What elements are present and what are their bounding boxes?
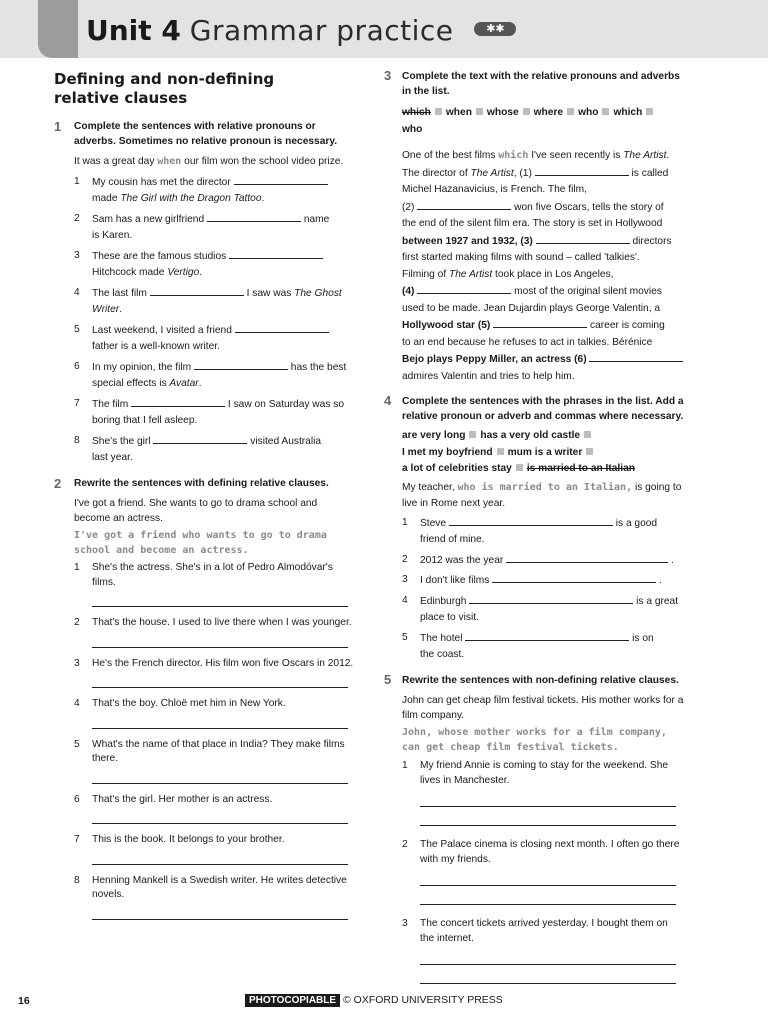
answer-line[interactable] [92,606,348,607]
word-item: which [613,107,643,118]
answer-blank[interactable] [235,322,329,333]
item-number: 3 [74,249,80,261]
answer-line[interactable] [420,964,676,965]
list-item [74,174,354,208]
list-item [74,248,354,282]
section-title-line2: relative clauses [54,89,188,107]
phrase-list [384,428,684,478]
reading-text [384,148,684,385]
list-item [402,552,684,570]
list-item [402,630,684,664]
list-item [74,697,354,712]
exercise-5 [384,671,684,985]
word-item: who [578,107,599,118]
exercise-instruction: Rewrite the sentences with non-defining relative clauses. [402,674,679,686]
item-number: 4 [74,286,80,298]
list-item [74,793,354,808]
item-text: has the best [290,361,347,373]
item-text: . [198,378,202,389]
answer-blank[interactable] [131,396,225,407]
item-text: These are the famous studios [92,250,227,262]
exercise-2 [54,477,354,920]
word-separator [497,448,504,455]
item-number: 2 [74,617,80,628]
exercise-number: 3 [384,68,392,83]
answer-blank[interactable] [194,359,288,370]
text-span: between 1927 and 1932, (3) [402,235,533,247]
item-text: friend of mine. [420,534,485,545]
text-span: I've seen recently is [528,150,624,161]
exercise-3 [384,70,684,385]
item-text: I don't like films [420,575,490,586]
item-number: 5 [74,738,80,750]
item-text: The film [92,398,129,410]
text-span: Bejo plays Peppy Miller, an actress (6) [402,354,587,365]
text-span: (2) [402,201,415,213]
item-text: the coast. [420,649,465,660]
item-text: . [119,304,123,315]
example-text: It was a great day [74,156,158,167]
item-text: The last film [92,287,147,299]
answer-line[interactable] [420,983,676,984]
text-span: (4) [402,286,415,297]
example-text: is going to live in Rome next year. [402,481,682,509]
answer-blank[interactable] [229,248,323,259]
answer-blank[interactable] [449,515,613,526]
example-sentence [54,154,354,171]
list-item [74,657,354,672]
item-title: Vertigo [167,267,200,278]
text-line: used to be made. Jean Dujardin plays George Valentin, a [402,302,661,314]
text-span: most of the original silent movies [514,286,662,297]
item-text: is a great [636,595,679,607]
word-item: which [402,107,431,118]
answer-blank[interactable] [493,317,587,328]
item-number: 8 [74,434,80,446]
word-item: whose [486,107,519,118]
text-span: is called [631,167,669,179]
word-separator [523,108,530,115]
word-separator [469,431,476,438]
item-text: is on [632,632,654,644]
text-span: took place in Los Angeles, [492,268,614,280]
list-item [74,874,354,903]
list-item [74,433,354,467]
item-text: The Palace cinema is closing next month. I often go there with my friends. [420,839,680,865]
item-number: 8 [74,874,80,886]
answer-blank[interactable] [150,285,244,296]
item-text: What's the name of that place in India? They make films there. [92,738,345,764]
item-text: Sam has a new girlfriend [92,213,205,225]
word-separator [476,108,483,115]
text-span: Filming of [402,268,449,280]
item-number: 2 [74,212,80,224]
item-number: 1 [74,562,80,573]
publisher-text: © OXFORD UNIVERSITY PRESS [342,994,503,1006]
list-item [74,285,354,319]
item-text: My friend Annie is coming to stay for the weekend. She lives in Manchester. [420,760,669,786]
item-text: Steve [420,517,447,529]
example-sentence [384,480,684,512]
item-text: Last weekend, I visited a friend [92,324,232,336]
item-text: In my opinion, the film [92,361,192,373]
exercise-instruction: Complete the sentences with the phrases in the list. Add a relative pronoun or adverb and commas where necessary. [402,396,684,422]
section-title [54,70,354,108]
item-text: 2012 was the year [420,554,504,566]
answer-line[interactable] [92,728,348,729]
item-title: Avatar [169,378,199,389]
item-text: . [261,193,265,204]
item-text: . [659,575,662,586]
answer-line[interactable] [92,823,348,824]
item-title: The Ghost [294,287,342,299]
list-item [74,561,354,590]
text-span: Hollywood star (5) [402,320,491,331]
exercise-instruction: Rewrite the sentences with defining relative clauses. [74,477,329,489]
item-text: That's the house. I used to live there when I was younger. [92,617,352,628]
text-span: won five Oscars, tells the story of [514,201,664,213]
item-number: 7 [74,397,80,409]
text-line: the end of the silent film era. The story is set in Hollywood [402,218,663,229]
text-line: to an end because he refuses to act in talkies. Bérénice [402,336,653,348]
item-text: This is the book. It belongs to your brother. [92,834,285,845]
item-text: That's the boy. Chloë met him in New York. [92,698,286,709]
answer-blank[interactable] [417,199,511,210]
item-text: Hitchcock made [92,267,168,278]
example-answer: I've got a friend who wants to go to drama school and become an actress. [74,530,327,556]
example-answer: John, whose mother works for a film company, can get cheap film festival tickets. [402,727,667,753]
item-number: 1 [74,175,80,187]
exercise-number: 4 [384,393,392,408]
item-text: He's the French director. His film won five Oscars in 2012. [92,657,354,669]
answer-line[interactable] [420,825,676,826]
answer-blank[interactable] [417,283,511,294]
text-line: first started making films with sound – called 'talkies'. [402,252,640,263]
phrase-item: mum is a writer [507,446,583,458]
answer-line[interactable] [92,919,348,920]
item-text: Edinburgh [420,595,467,607]
right-column [384,70,684,984]
answer-blank[interactable] [589,351,683,362]
phrase-item: are very long [402,430,466,441]
item-text: father is a well-known writer. [92,341,220,352]
text-line: Michel Hazanavicius, is French. The film, [402,184,587,195]
example-text: our film won the school video prize. [181,156,344,167]
item-text: place to visit. [420,612,479,623]
word-separator [646,108,653,115]
title-text: Grammar practice [189,14,454,47]
list-item [74,211,354,245]
copyright-notice [245,994,503,1006]
text-span: directors [632,235,672,247]
phrase-item: has a very old castle [480,430,581,441]
word-separator [584,431,591,438]
exercise-number: 2 [54,475,62,491]
item-text: I saw on Saturday was so [227,398,345,410]
list-item [402,838,684,867]
item-text: visited Australia [250,435,322,447]
film-title: The Artist [623,150,667,161]
list-item [74,359,354,393]
example-sentence: John can get cheap film festival tickets. His mother works for a film company. [402,695,684,721]
answer-blank[interactable] [153,433,247,444]
answer-blank[interactable] [465,630,629,641]
item-title: The Girl with the Dragon Tattoo [120,193,262,204]
item-text: Henning Mankell is a Swedish writer. He writes detective novels. [92,874,347,900]
level-badge: ✱✱ [474,22,516,36]
item-number: 4 [402,594,408,606]
example-answer: when [157,156,182,167]
list-item [74,833,354,848]
unit-label: Unit 4 [86,14,181,47]
item-text: I saw was [246,287,295,299]
item-number: 3 [74,657,80,669]
text-span: . [666,150,670,161]
film-title: The Artist [470,167,514,179]
list-item [402,593,684,627]
item-text: last year. [92,452,133,463]
item-text: The concert tickets arrived yesterday. I bought them on the internet. [420,918,668,944]
item-number: 7 [74,834,80,845]
item-text: She's the actress. She's in a lot of Pedro Almodóvar's films. [92,562,333,588]
text-span: The director of [402,167,471,179]
word-item: who [402,123,423,135]
word-item: where [533,107,564,118]
answer-blank[interactable] [535,165,629,176]
answer-line[interactable] [92,864,348,865]
item-number: 4 [74,698,80,709]
list-item [74,396,354,430]
item-number: 6 [74,793,80,805]
item-number: 5 [74,323,80,335]
item-text: That's the girl. Her mother is an actress. [92,793,273,805]
item-text: is Karen. [92,230,133,241]
item-number: 2 [402,839,408,850]
item-text: boring that I fell asleep. [92,415,198,426]
list-item [402,572,684,590]
item-number: 3 [402,574,408,585]
item-text: name [303,213,330,225]
answer-line[interactable] [420,885,676,886]
answer-blank[interactable] [234,174,328,185]
answer-blank[interactable] [469,593,633,604]
page-number: 16 [18,995,30,1007]
example-sentence: I've got a friend. She wants to go to drama school and become an actress. [74,498,318,524]
item-text: My cousin has met the director [92,176,231,188]
item-text: The hotel [420,632,463,644]
answer-blank[interactable] [492,572,656,583]
word-separator [602,108,609,115]
phrase-item: I met my boyfriend [402,446,493,458]
item-text: She's the girl [92,435,151,447]
item-number: 1 [402,760,408,771]
page-footer [0,994,768,1010]
example-answer: which [498,150,529,161]
word-separator [586,448,593,455]
item-number: 3 [402,918,408,929]
photocopiable-label: PHOTOCOPIABLE [245,994,340,1007]
answer-line[interactable] [420,904,676,905]
item-number: 2 [402,553,408,565]
text-span: One of the best films [402,150,499,161]
list-item [74,322,354,356]
example-text: My teacher, [402,481,458,493]
answer-line[interactable] [92,687,348,688]
item-text: made [92,193,121,204]
text-line: admires Valentin and tries to help him. [402,370,575,382]
item-number: 6 [74,360,80,372]
list-item [402,515,684,549]
word-item: when [445,107,472,118]
answer-blank[interactable] [207,211,301,222]
header-tab-decoration [38,0,78,58]
page-title [86,14,516,48]
item-number: 5 [402,631,408,643]
exercise-1 [54,120,354,467]
section-title-line1: Defining and non-defining [54,70,275,88]
word-separator [516,464,523,471]
exercise-instruction: Complete the sentences with relative pronouns or adverbs. Sometimes no relative pronoun is necessary. [74,121,338,147]
item-number: 1 [402,516,408,528]
item-text: . [199,267,203,278]
item-text: . [670,554,674,566]
list-item [74,738,354,767]
item-title: Writer [92,304,120,315]
exercise-number: 1 [54,119,62,134]
exercise-instruction: Complete the text with the relative pronouns and adverbs in the list. [402,71,680,97]
word-separator [567,108,574,115]
exercise-4 [384,395,684,664]
example-answer: who is married to an Italian, [457,481,633,493]
list-item [402,759,684,788]
phrase-item: is married to an Italian [526,463,635,474]
list-item [74,616,354,631]
item-text: special effects is [92,378,170,389]
answer-blank[interactable] [506,552,668,563]
answer-blank[interactable] [536,233,630,244]
exercise-number: 5 [384,671,392,687]
answer-line[interactable] [92,783,348,784]
word-list [384,105,684,138]
item-text: is a good [615,517,658,529]
left-column [54,66,354,920]
film-title: The Artist [449,268,493,280]
list-item [402,917,684,946]
text-span: career is coming [590,320,665,331]
text-span: , (1) [513,167,532,179]
answer-line[interactable] [92,647,348,648]
answer-line[interactable] [420,806,676,807]
phrase-item: a lot of celebrities stay [402,463,512,474]
word-separator [435,108,442,115]
